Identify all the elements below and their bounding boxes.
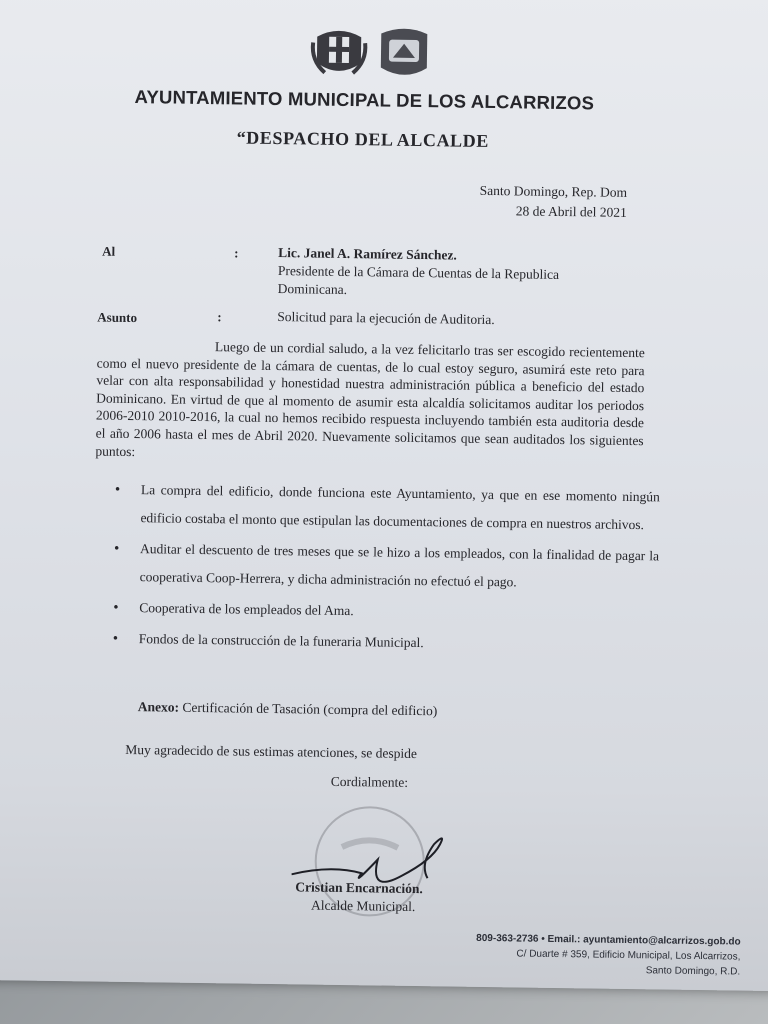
recipient-position-line2: Dominicana. [277,281,348,298]
recipient-position-line1: Presidente de la Cámara de Cuentas de la Republica [277,263,560,282]
list-item: • La compra del edificio, donde funciona este Ayuntamiento, ya que en ese momento ningún edificio costaba el monto que estipulan las documentaciones de compra en nuestros archivos. [114,476,660,540]
annex-line [138,699,438,719]
closing-cordial: Cordialmente: [330,773,409,790]
letter-footer [396,930,741,980]
office-subtitle: “DESPACHO DEL ALCALDE [236,127,490,151]
dominican-coat-of-arms-icon [312,31,365,74]
signer-title: Alcalde Municipal. [311,897,416,915]
subject-colon: : [217,309,222,325]
audit-points-list [113,476,660,664]
list-item: • Fondos de la construcción de la funeraria Municipal. [113,625,658,661]
body-paragraph [95,337,645,468]
recipient-label: Al [102,243,116,259]
footer-address-line2: Santo Domingo, R.D. [645,965,741,978]
coat-of-arms-seals [309,22,434,82]
signer-name: Cristian Encarnación. [295,879,423,897]
list-item: • Cooperativa de los empleados del Ama. [113,594,658,630]
date-block [427,180,628,223]
recipient-block [278,244,639,303]
closing-line: Muy agradecido de sus estimas atenciones, se despide [125,741,418,762]
institution-title: AYUNTAMIENTO MUNICIPAL DE LOS ALCARRIZOS [134,86,595,114]
place-line: Santo Domingo, Rep. Dom [479,182,628,200]
recipient-name: Lic. Janel A. Ramírez Sánchez. [278,245,457,263]
footer-address-line1: C/ Duarte # 359, Edificio Municipal, Los Alcarrizos, [516,948,741,963]
recipient-colon: : [234,245,239,261]
subject-text: Solicitud para la ejecución de Auditoria. [277,309,495,328]
list-item: • Auditar el descuento de tres meses que se le hizo a los empleados, con la finalidad de pagar la cooperativa Coop-Herrera, y dicha administración no efectuó el pago. [113,535,659,599]
annex-label: Anexo: [137,699,180,715]
date-line: 28 de Abril del 2021 [515,203,627,220]
municipal-seal-icon [381,28,428,75]
annex-text: Certificación de Tasación (compra del edificio) [182,699,438,719]
footer-contact: 809-363-2736 • Email.: ayuntamiento@alcarrizos.gob.do [476,932,741,948]
body-paragraph-text: Luego de un cordial saludo, a la vez felicitarlo tras ser escogido recientemente como el nuevo presidente de la cámara de cuentas, de lo cual estoy seguro, asumirá este reto para velar con alta responsabilidad y honestidad nuestra administración pública a beneficio del estado Dominicano. En virtud de que al momento de asumir esta alcaldía solicitamos auditar los periodos 2006-2010 2010-2016, la cual no hemos recibido respuesta incluyendo también esta auditoria desde el año 2006 hasta el mes de Abril 2020. Nuevamente solicitamos que sean auditados los siguientes puntos: [95,339,645,459]
subject-label: Asunto [97,309,138,326]
